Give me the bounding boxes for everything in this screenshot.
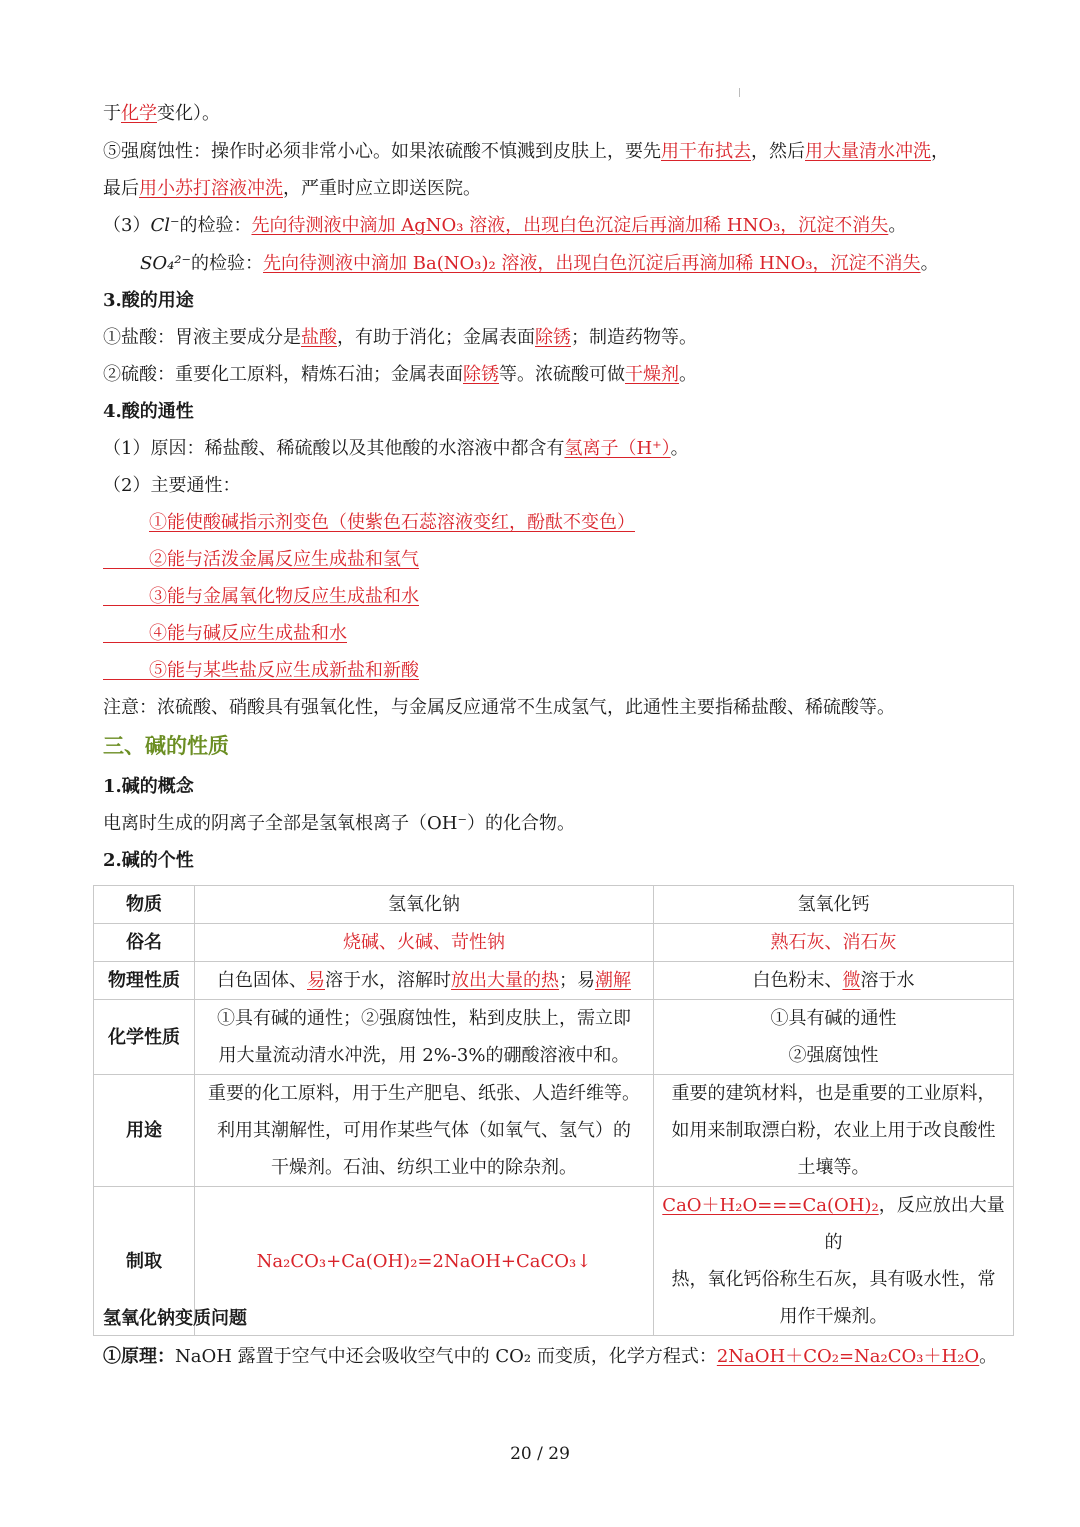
- heading-base-properties: 2.碱的个性: [103, 850, 194, 871]
- note-text: 注意：浓硫酸、硝酸具有强氧化性，与金属反应通常不生成氢气，此通性主要指稀盐酸、稀硫酸等。: [103, 697, 895, 718]
- text-line: ②硫酸：重要化工原料，精炼石油；金属表面除锈等。浓硫酸可做干燥剂。: [103, 364, 697, 385]
- table-cell: 重要的化工原料，用于生产肥皂、纸张、人造纤维等。 利用其潮解性，可用作某些气体（如氧气、氢气）的 干燥剂。石油、纺织工业中的除杂剂。: [195, 1075, 654, 1187]
- text-line: 于化学变化）。: [103, 103, 220, 124]
- table-header-cell: 氢氧化钠: [195, 886, 654, 924]
- text-line: ⑤强腐蚀性：操作时必须非常小心。如果浓硫酸不慎溅到皮肤上，要先用干布拭去，然后用大量清水冲洗，: [103, 141, 949, 162]
- table-cell: Na₂CO₃+Ca(OH)₂=2NaOH+CaCO₃↓: [195, 1187, 654, 1336]
- table-row: [94, 962, 1014, 1000]
- table-cell: 俗名: [94, 924, 195, 962]
- text-line: 电离时生成的阴离子全部是氢氧根离子（OH⁻）的化合物。: [103, 813, 575, 834]
- scan-mark: [739, 88, 740, 97]
- table-cell: ①具有碱的通性；②强腐蚀性，粘到皮肤上，需立即 用大量流动清水冲洗，用 2%-3%的硼酸溶液中和。: [195, 1000, 654, 1075]
- sulfate-ion: SO₄²⁻: [140, 253, 192, 274]
- table-row: [94, 924, 1014, 962]
- table-cell: 烧碱、火碱、苛性钠: [195, 924, 654, 962]
- table-cell: 制取: [94, 1187, 195, 1336]
- table-cell: ①具有碱的通性 ②强腐蚀性: [654, 1000, 1014, 1075]
- table-cell: 用途: [94, 1075, 195, 1187]
- table-row: [94, 886, 1014, 924]
- sulfate-test-line: SO₄²⁻的检验：先向待测液中滴加 Ba(NO₃)₂ 溶液，出现白色沉淀后再滴加稀 HNO₃，沉淀不消失。: [140, 253, 939, 274]
- text-line: ①盐酸：胃液主要成分是盐酸，有助于消化；金属表面除锈；制造药物等。: [103, 327, 697, 348]
- table-header-cell: 氢氧化钙: [654, 886, 1014, 924]
- property-item: ①能使酸碱指示剂变色（使紫色石蕊溶液变红，酚酞不变色）: [149, 512, 635, 533]
- heading-base-concept: 1.碱的概念: [103, 776, 194, 797]
- table-cell: 熟石灰、消石灰: [654, 924, 1014, 962]
- table-cell: CaO＋H₂O===Ca(OH)₂，反应放出大量的 热，氧化钙俗称生石灰，具有吸水性，常 用作干燥剂。: [654, 1187, 1014, 1336]
- text-line: 最后用小苏打溶液冲洗，严重时应立即送医院。: [103, 178, 481, 199]
- text-line: ①原理：NaOH 露置于空气中还会吸收空气中的 CO₂ 而变质，化学方程式：2NaOH＋CO₂=Na₂CO₃＋H₂O。: [103, 1346, 998, 1367]
- table-cell: 白色固体、易溶于水，溶解时放出大量的热；易潮解: [195, 962, 654, 1000]
- table-cell: 物质: [94, 886, 195, 924]
- text-line: （1）原因：稀盐酸、稀硫酸以及其他酸的水溶液中都含有氢离子（H⁺）。: [103, 438, 689, 459]
- table-row: [94, 1000, 1014, 1075]
- property-item: ③能与金属氧化物反应生成盐和水: [103, 584, 419, 610]
- property-item: ②能与活泼金属反应生成盐和氢气: [103, 547, 419, 573]
- table-cell: 重要的建筑材料，也是重要的工业原料， 如用来制取漂白粉，农业上用于改良酸性 土壤等。: [654, 1075, 1014, 1187]
- chloride-ion: Cl⁻: [150, 215, 180, 236]
- chloride-test-line: （3）Cl⁻的检验：先向待测液中滴加 AgNO₃ 溶液，出现白色沉淀后再滴加稀 HNO₃，沉淀不消失。: [103, 215, 907, 236]
- property-item: ④能与碱反应生成盐和水: [103, 621, 347, 647]
- text-line: （2）主要通性：: [103, 475, 241, 496]
- base-comparison-table: [93, 885, 1014, 1336]
- table-cell: 化学性质: [94, 1000, 195, 1075]
- heading-naoh-deterioration: 氢氧化钠变质问题: [103, 1308, 247, 1329]
- section-heading: 三、碱的性质: [103, 733, 229, 758]
- page-number: 20 / 29: [510, 1444, 570, 1464]
- table-cell: 物理性质: [94, 962, 195, 1000]
- property-item: ⑤能与某些盐反应生成新盐和新酸: [103, 658, 419, 684]
- table-row: [94, 1075, 1014, 1187]
- heading-acid-general: 4.酸的通性: [103, 401, 194, 422]
- heading-acid-uses: 3.酸的用途: [103, 290, 194, 311]
- table-cell: 白色粉末、微溶于水: [654, 962, 1014, 1000]
